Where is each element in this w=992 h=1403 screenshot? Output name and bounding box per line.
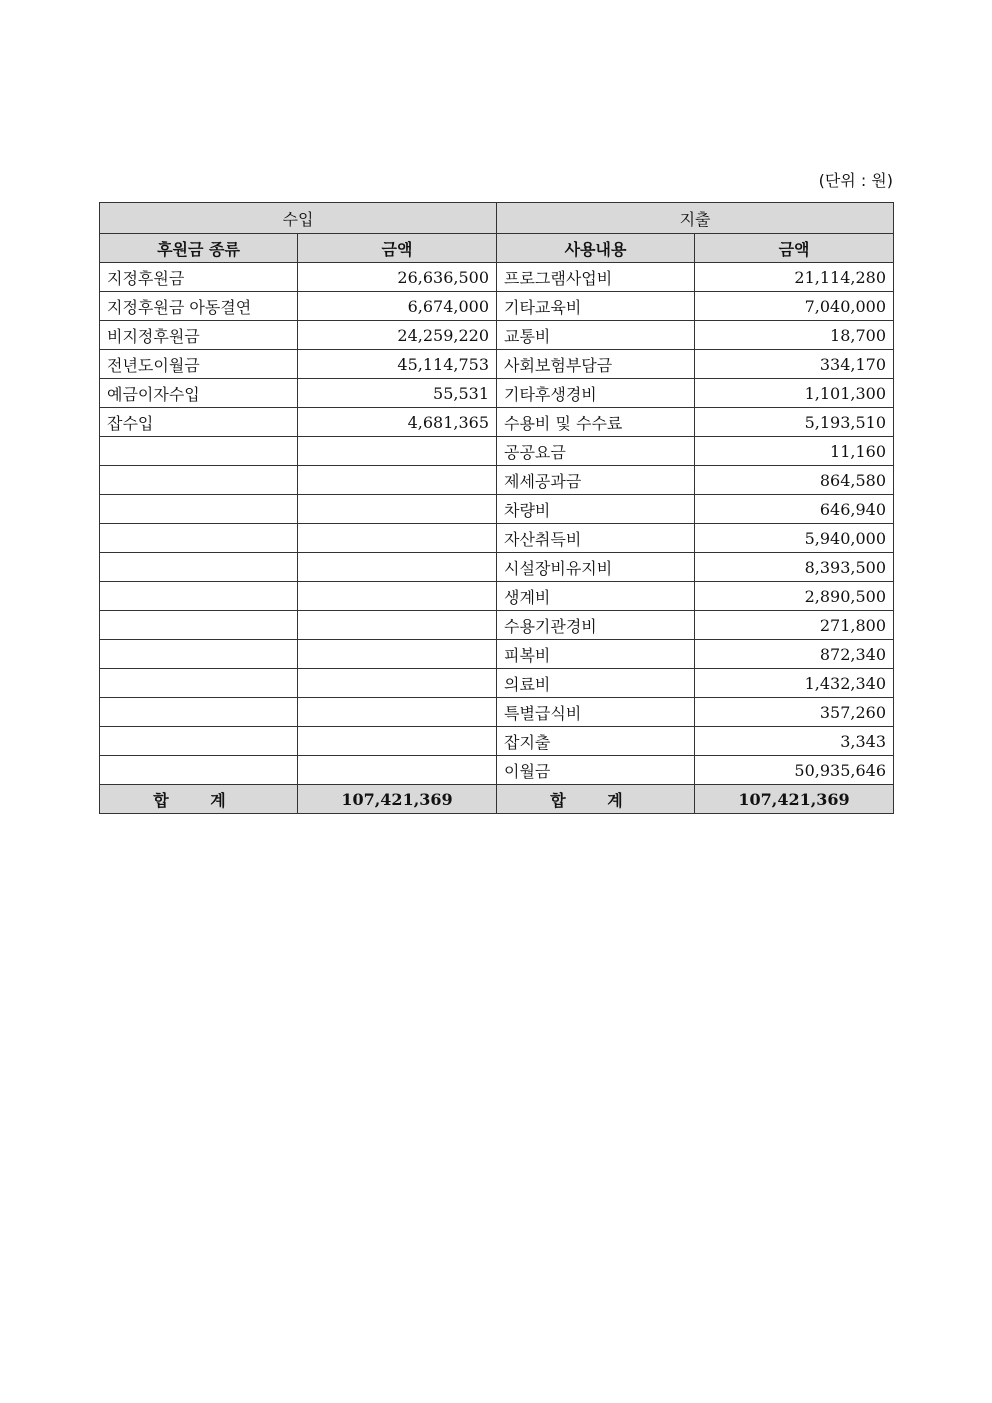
income-type-header: 후원금 종류 bbox=[100, 234, 298, 263]
expense-item-amount: 3,343 bbox=[695, 727, 894, 756]
expense-item-amount: 1,101,300 bbox=[695, 379, 894, 408]
empty-cell bbox=[100, 524, 298, 553]
expense-usage-header: 사용내용 bbox=[497, 234, 695, 263]
income-item-label: 잡수입 bbox=[100, 408, 298, 437]
empty-cell bbox=[298, 466, 497, 495]
expense-item-amount: 11,160 bbox=[695, 437, 894, 466]
expense-item-label: 제세공과금 bbox=[497, 466, 695, 495]
empty-cell bbox=[298, 611, 497, 640]
income-group-header: 수입 bbox=[100, 203, 497, 234]
table-row bbox=[100, 466, 894, 495]
empty-cell bbox=[298, 669, 497, 698]
empty-cell bbox=[298, 553, 497, 582]
income-item-label: 비지정후원금 bbox=[100, 321, 298, 350]
expense-total-amount: 107,421,369 bbox=[695, 785, 894, 814]
expense-item-label: 생계비 bbox=[497, 582, 695, 611]
expense-item-label: 공공요금 bbox=[497, 437, 695, 466]
table-row bbox=[100, 640, 894, 669]
income-item-amount: 45,114,753 bbox=[298, 350, 497, 379]
expense-item-amount: 271,800 bbox=[695, 611, 894, 640]
income-amount-header: 금액 bbox=[298, 234, 497, 263]
empty-cell bbox=[100, 553, 298, 582]
table-row bbox=[100, 408, 894, 437]
expense-group-header: 지출 bbox=[497, 203, 894, 234]
group-header-row bbox=[100, 203, 894, 234]
expense-item-amount: 21,114,280 bbox=[695, 263, 894, 292]
income-item-amount: 6,674,000 bbox=[298, 292, 497, 321]
expense-item-label: 프로그램사업비 bbox=[497, 263, 695, 292]
empty-cell bbox=[100, 495, 298, 524]
unit-note: (단위 : 원) bbox=[818, 171, 893, 190]
empty-cell bbox=[100, 698, 298, 727]
empty-cell bbox=[298, 524, 497, 553]
expense-item-label: 기타후생경비 bbox=[497, 379, 695, 408]
empty-cell bbox=[298, 756, 497, 785]
expense-item-amount: 50,935,646 bbox=[695, 756, 894, 785]
table-row bbox=[100, 495, 894, 524]
table-row bbox=[100, 611, 894, 640]
expense-item-label: 사회보험부담금 bbox=[497, 350, 695, 379]
empty-cell bbox=[298, 582, 497, 611]
table-body bbox=[100, 263, 894, 785]
table-row bbox=[100, 321, 894, 350]
table-row bbox=[100, 292, 894, 321]
expense-item-amount: 1,432,340 bbox=[695, 669, 894, 698]
expense-item-amount: 18,700 bbox=[695, 321, 894, 350]
expense-item-label: 수용기관경비 bbox=[497, 611, 695, 640]
expense-item-label: 이월금 bbox=[497, 756, 695, 785]
table-row bbox=[100, 582, 894, 611]
income-item-label: 예금이자수입 bbox=[100, 379, 298, 408]
table-row bbox=[100, 379, 894, 408]
empty-cell bbox=[100, 727, 298, 756]
table-row bbox=[100, 263, 894, 292]
expense-item-label: 잡지출 bbox=[497, 727, 695, 756]
expense-item-label: 의료비 bbox=[497, 669, 695, 698]
expense-item-label: 시설장비유지비 bbox=[497, 553, 695, 582]
income-expense-table bbox=[99, 202, 894, 814]
expense-item-amount: 5,193,510 bbox=[695, 408, 894, 437]
expense-item-label: 특별급식비 bbox=[497, 698, 695, 727]
income-item-label: 지정후원금 아동결연 bbox=[100, 292, 298, 321]
income-item-amount: 26,636,500 bbox=[298, 263, 497, 292]
expense-item-amount: 357,260 bbox=[695, 698, 894, 727]
empty-cell bbox=[100, 669, 298, 698]
income-item-amount: 55,531 bbox=[298, 379, 497, 408]
column-header-row bbox=[100, 234, 894, 263]
empty-cell bbox=[100, 466, 298, 495]
expense-item-amount: 872,340 bbox=[695, 640, 894, 669]
empty-cell bbox=[298, 640, 497, 669]
expense-amount-header: 금액 bbox=[695, 234, 894, 263]
empty-cell bbox=[100, 611, 298, 640]
income-item-amount: 24,259,220 bbox=[298, 321, 497, 350]
table-row bbox=[100, 756, 894, 785]
empty-cell bbox=[100, 640, 298, 669]
expense-total-label: 합 계 bbox=[497, 785, 695, 814]
table-row bbox=[100, 350, 894, 379]
table-row bbox=[100, 524, 894, 553]
expense-item-amount: 7,040,000 bbox=[695, 292, 894, 321]
expense-item-label: 자산취득비 bbox=[497, 524, 695, 553]
expense-item-amount: 5,940,000 bbox=[695, 524, 894, 553]
income-total-label: 합 계 bbox=[100, 785, 298, 814]
expense-item-amount: 646,940 bbox=[695, 495, 894, 524]
expense-item-amount: 8,393,500 bbox=[695, 553, 894, 582]
table-row bbox=[100, 727, 894, 756]
expense-item-amount: 2,890,500 bbox=[695, 582, 894, 611]
table-row bbox=[100, 553, 894, 582]
total-row bbox=[100, 785, 894, 814]
empty-cell bbox=[298, 727, 497, 756]
expense-item-label: 피복비 bbox=[497, 640, 695, 669]
expense-item-label: 차량비 bbox=[497, 495, 695, 524]
income-item-label: 지정후원금 bbox=[100, 263, 298, 292]
table-row bbox=[100, 669, 894, 698]
table-row bbox=[100, 698, 894, 727]
empty-cell bbox=[298, 495, 497, 524]
empty-cell bbox=[298, 698, 497, 727]
expense-item-label: 수용비 및 수수료 bbox=[497, 408, 695, 437]
income-item-label: 전년도이월금 bbox=[100, 350, 298, 379]
expense-item-amount: 864,580 bbox=[695, 466, 894, 495]
income-total-amount: 107,421,369 bbox=[298, 785, 497, 814]
empty-cell bbox=[100, 582, 298, 611]
empty-cell bbox=[100, 756, 298, 785]
expense-item-label: 교통비 bbox=[497, 321, 695, 350]
table-row bbox=[100, 437, 894, 466]
empty-cell bbox=[100, 437, 298, 466]
empty-cell bbox=[298, 437, 497, 466]
income-item-amount: 4,681,365 bbox=[298, 408, 497, 437]
expense-item-amount: 334,170 bbox=[695, 350, 894, 379]
expense-item-label: 기타교육비 bbox=[497, 292, 695, 321]
